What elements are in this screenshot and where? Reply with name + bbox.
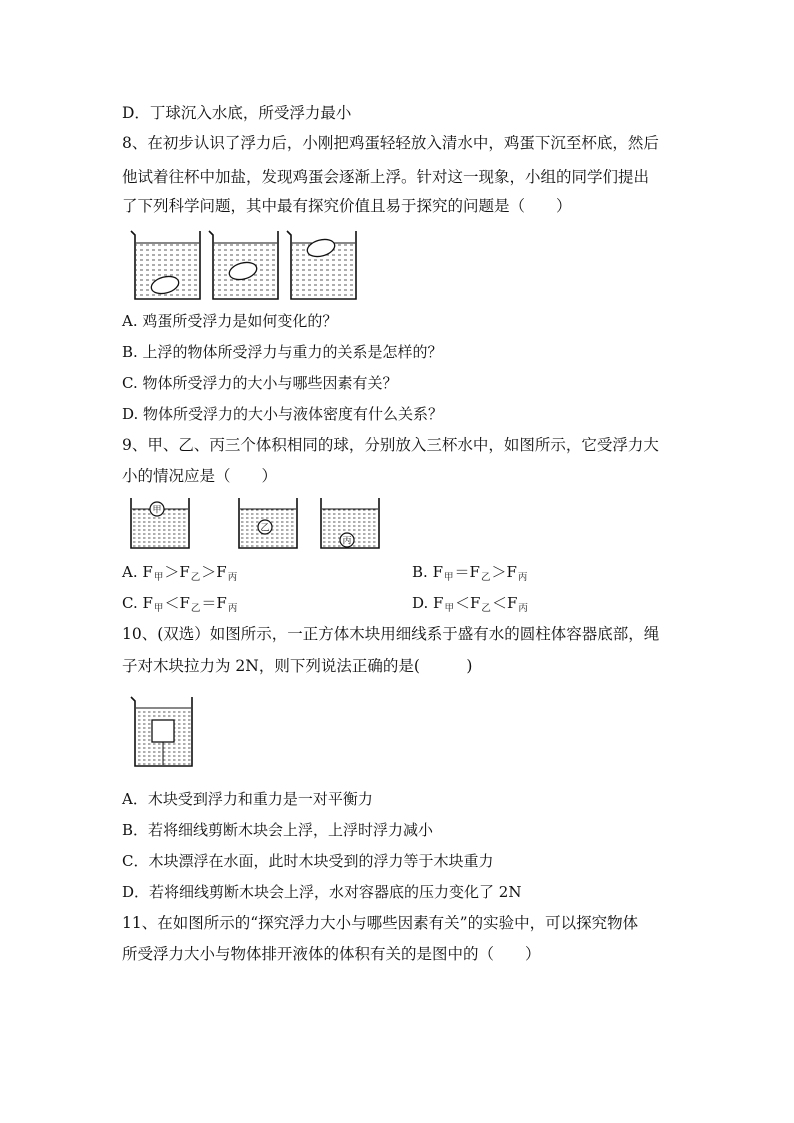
- ball-label-yi: 乙: [260, 523, 270, 534]
- q7-option-d: D．丁球沉入水底，所受浮力最小: [122, 104, 352, 122]
- wood-block: [152, 720, 174, 742]
- beaker-egg-suspended: [209, 231, 278, 299]
- q9-option-a: A. $F_甲>F_乙>F_丙$: [122, 563, 238, 583]
- q11-stem-line-1: 11、在如图所示的“探究浮力大小与哪些因素有关”的实验中，可以探究物体: [122, 914, 639, 932]
- q10-option-a: A．木块受到浮力和重力是一对平衡力: [122, 790, 373, 808]
- q8-stem-line-2: 他试着往杯中加盐，发现鸡蛋会逐渐上浮。针对这一现象，小组的同学们提出: [122, 168, 650, 186]
- q8-stem-line-1: 8、在初步认识了浮力后，小刚把鸡蛋轻轻放入清水中，鸡蛋下沉至杯底，然后: [122, 134, 659, 152]
- egg-beakers-figure: [128, 228, 360, 302]
- beaker-egg-sunk: [131, 231, 200, 299]
- ball-label-bing: 丙: [342, 536, 352, 547]
- q9-option-b: B. $F_甲=F_乙>F_丙$: [412, 563, 528, 583]
- q10-option-d: D．若将细线剪断木块会上浮，水对容器底的压力变化了 2N: [122, 883, 522, 901]
- q9-stem-line-2: 小的情况应是（ ）: [122, 467, 278, 485]
- beaker-ball-yi: [239, 498, 297, 548]
- q8-option-b: B. 上浮的物体所受浮力与重力的关系是怎样的？: [122, 343, 443, 361]
- q8-option-c: C. 物体所受浮力的大小与哪些因素有关？: [122, 374, 398, 392]
- q9-option-c: C. $F_甲<F_乙=F_丙$: [122, 594, 238, 614]
- wood-block-container-figure: [128, 694, 198, 770]
- q10-option-b: B．若将细线剪断木块会上浮，上浮时浮力减小: [122, 821, 434, 839]
- q8-stem-line-3: 了下列科学问题，其中最有探究价值且易于探究的问题是（ ）: [122, 197, 572, 215]
- q8-option-a: A. 鸡蛋所受浮力是如何变化的？: [122, 312, 338, 330]
- ball-label-jia: 甲: [152, 505, 162, 516]
- balls-beakers-figure: [128, 496, 390, 552]
- q9-stem-line-1: 9、甲、乙、丙三个体积相同的球，分别放入三杯水中，如图所示，它受浮力大: [122, 436, 659, 454]
- beaker-egg-floating: [287, 231, 356, 299]
- q9-option-d: D. $F_甲<F_乙<F_丙$: [412, 594, 528, 614]
- q10-stem-line-2: 子对木块拉力为 2N，则下列说法正确的是( ): [122, 657, 473, 675]
- beaker-ball-bing: [321, 498, 379, 548]
- beaker-ball-jia: [131, 498, 189, 548]
- q11-stem-line-2: 所受浮力大小与物体排开液体的体积有关的是图中的（ ）: [122, 945, 541, 963]
- q10-stem-line-1: 10、(双选）如图所示，一正方体木块用细线系于盛有水的圆柱体容器底部，绳: [122, 625, 660, 643]
- q10-option-c: C．木块漂浮在水面，此时木块受到的浮力等于木块重力: [122, 852, 494, 870]
- q8-option-d: D. 物体所受浮力的大小与液体密度有什么关系？: [122, 405, 444, 423]
